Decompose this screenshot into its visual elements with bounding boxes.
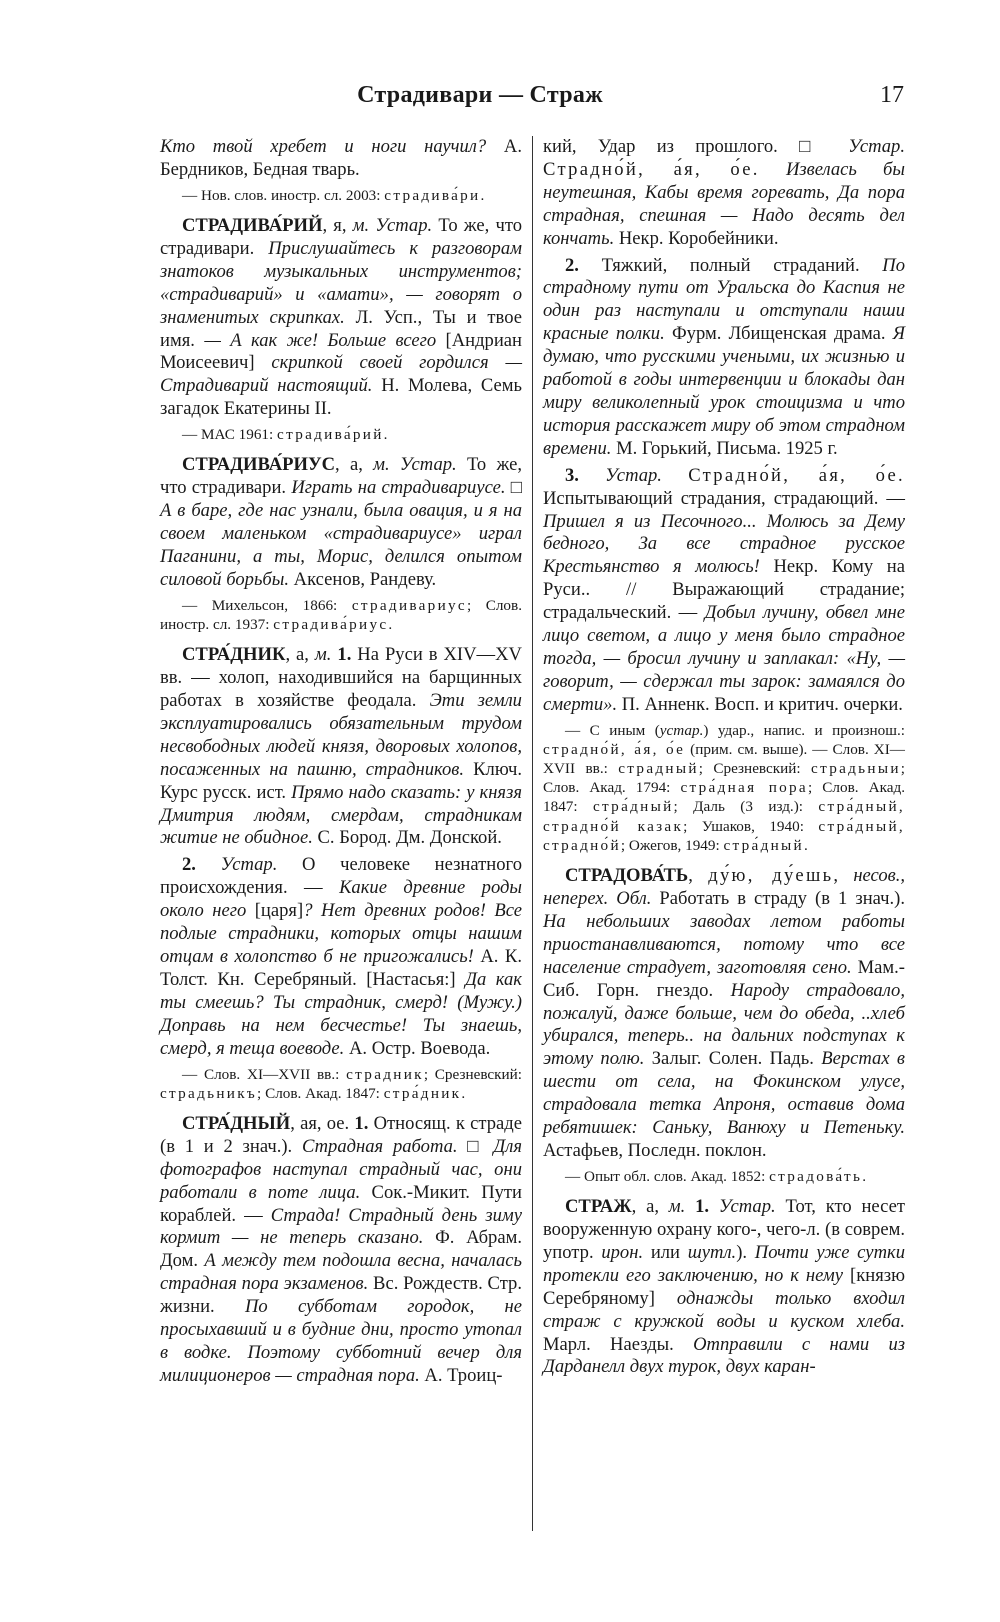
left-column xyxy=(160,136,522,1388)
etymology-note: — МАС 1961: страдива́рий. xyxy=(182,426,388,444)
dictionary-entry: СТРАЖ, а, м. 1. Устар. Тот, кто несет вооруженную охрану кого-, чего-л. (в соврем. употр. ирон. или шутл.). Почти уже сутки протекли его заключению, но к нему [князю Серебряному] однажды только входил страж с кружкой воды и куском хлеба. Марл. Наезды. Отправили с нами из Дарданелл двух турок, двух каран- xyxy=(543,1196,905,1378)
dictionary-entry: 3. Устар. Страдно́й, а́я, о́е. Испытывающий страдания, страдающий. — Пришел я из Песочного... Молюсь за Дему бедного, За все страдное русское Крестьянство я молюсь! Некр. Кому на Руси.. // Выражающий страдание; страдальческий. — Добыл лучину, обвел мне лицо светом, а лицо у меня было страдное тогда, — бросил лучину и заплакал: «Ну, — говорит, — сдержал ты зарок: замаялся до смерти». П. Анненк. Восп. и критич. очерки. xyxy=(543,464,905,715)
column-divider xyxy=(532,136,533,1531)
page-number: 17 xyxy=(880,82,904,108)
continued-text: Кто твой хребет и ноги научил? А. Бердников, Бедная тварь. xyxy=(160,136,522,180)
dictionary-entry: 2. Устар. О человеке незнатного происхождения. — Какие древние роды около него [царя]? Нет древних родов! Все подлые страдники, которых отцы нашим отцам в холопство б не пригожались! А. К. Толст. Кн. Серебряный. [Настасья:] Да как ты смеешь? Ты страдник, смерд! (Мужу.) Доправь на нем бесчестье! Ты знаешь, смерд, я теща воеводе. А. Остр. Воевода. xyxy=(160,854,523,1059)
dictionary-entry: СТРАДИВА́РИЙ, я, м. Устар. То же, что страдивари. Прислушайтесь к разговорам знатоков музыкальных инструментов; «страдиварий» и «амати», — говорят о знаменитых скрипках. Л. Усп., Ты и твое имя. — А как же! Больше всего [Андриан Моисеевич] скрипкой своей гордился — Страдиварий настоящий. Н. Молева, Семь загадок Екатерины II. xyxy=(160,215,523,420)
dictionary-entry: СТРАДИВА́РИУС, а, м. Устар. То же, что страдивари. Играть на страдивариусе. □ А в баре, где нас узнали, была овация, и я на своем маленьком «страдивариусе» играл Паганини, а ты, Морис, делился опытом силовой борьбы. Аксенов, Рандеву. xyxy=(160,454,522,590)
etymology-note: — С иным (устар.) удар., напис. и произнош.: страдно́й, а́я, о́е (прим. см. выше). — Слов. XI—XVII вв.: страдный; Срезневский: страдьныи; Слов. Акад. 1794: стра́дная пора; Слов. Акад. 1847: стра́дный; Даль (3 изд.): стра́дный, страдно́й казак; Ушаков, 1940: стра́дный, страдно́й; Ожегов, 1949: стра́дный. xyxy=(543,721,906,854)
dictionary-entry: 2. Тяжкий, полный страданий. По страдному пути от Уральска до Каспия не один раз наступали и отступали наши красные полки. Фурм. Лбищенская драма. Я думаю, что русскими учеными, их жизнью и работой в годы интервенции и блокады дан миру великолепный урок стоицизма и что история расскажет миру об этом страдном времени. М. Горький, Письма. 1925 г. xyxy=(543,254,905,459)
dictionary-entry: СТРА́ДНЫЙ, ая, ое. 1. Относящ. к страде (в 1 и 2 знач.). Страдная работа. □ Для фотографов наступал страдный час, они работали в поте лица. Сок.-Микит. Пути кораблей. — Страда! Страдный день зиму кормит — не теперь сказано. Ф. Абрам. Дом. А между тем подошла весна, началась страдная пора экзаменов. Вс. Рождеств. Стр. жизни. По субботам городок, не просыхавший и в будние дни, просто утопал в водке. Поэтому субботний вечер для милиционеров — страдная пора. А. Троиц- xyxy=(160,1112,523,1386)
etymology-note: — Слов. XI—XVII вв.: страдник; Срезневский: страдьникъ; Слов. Акад. 1847: стра́дник. xyxy=(160,1065,522,1102)
etymology-note: — Опыт обл. слов. Акад. 1852: страдова́ть. xyxy=(565,1167,866,1185)
dictionary-entry: СТРАДОВА́ТЬ, ду́ю, ду́ешь, несов., неперех. Обл. Работать в страду (в 1 знач.). На небольших заводах летом работы приостанавливаются, потому что все население страдует, заготовляя сено. Мам.-Сиб. Горн. гнездо. Народу страдовало, пожалуй, даже больше, чем до обеда, ..хлеб убирался, теперь.. на дальних подступах к этому полю. Залыг. Солен. Падь. Верстах в шести от села, на Фокинском улусе, страдовала тетка Апроня, оставив дома ребятишек: Саньку, Ванюху и Петеньку. Астафьев, Последн. поклон. xyxy=(543,865,906,1161)
right-column xyxy=(543,136,905,1379)
etymology-note: — Нов. слов. иностр. сл. 2003: страдива́ри. xyxy=(182,186,485,204)
running-header: Страдивари — Страж xyxy=(357,82,603,108)
etymology-note: — Михельсон, 1866: страдивариус; Слов. иностр. сл. 1937: страдива́риус. xyxy=(160,596,522,634)
continued-text: кий, Удар из прошлого. □ Устар. Страдно́й, а́я, о́е. Извелась бы неутешная, Кабы время горевать, Да пора страдная, спешная — Надо десять дел кончать. Некр. Коробейники. xyxy=(543,136,905,249)
dictionary-entry: СТРА́ДНИК, а, м. 1. На Руси в XIV—XV вв. — холоп, находившийся на барщинных работах в хозяйстве феодала. Эти земли эксплуатировались обязательным трудом несвободных людей князя, дворовых холопов, посаженных на пашню, страдников. Ключ. Курс русск. ист. Прямо надо сказать: у князя Дмитрия людям, смердам, страдникам житие не обидное. С. Бород. Дм. Донской. xyxy=(160,644,522,849)
